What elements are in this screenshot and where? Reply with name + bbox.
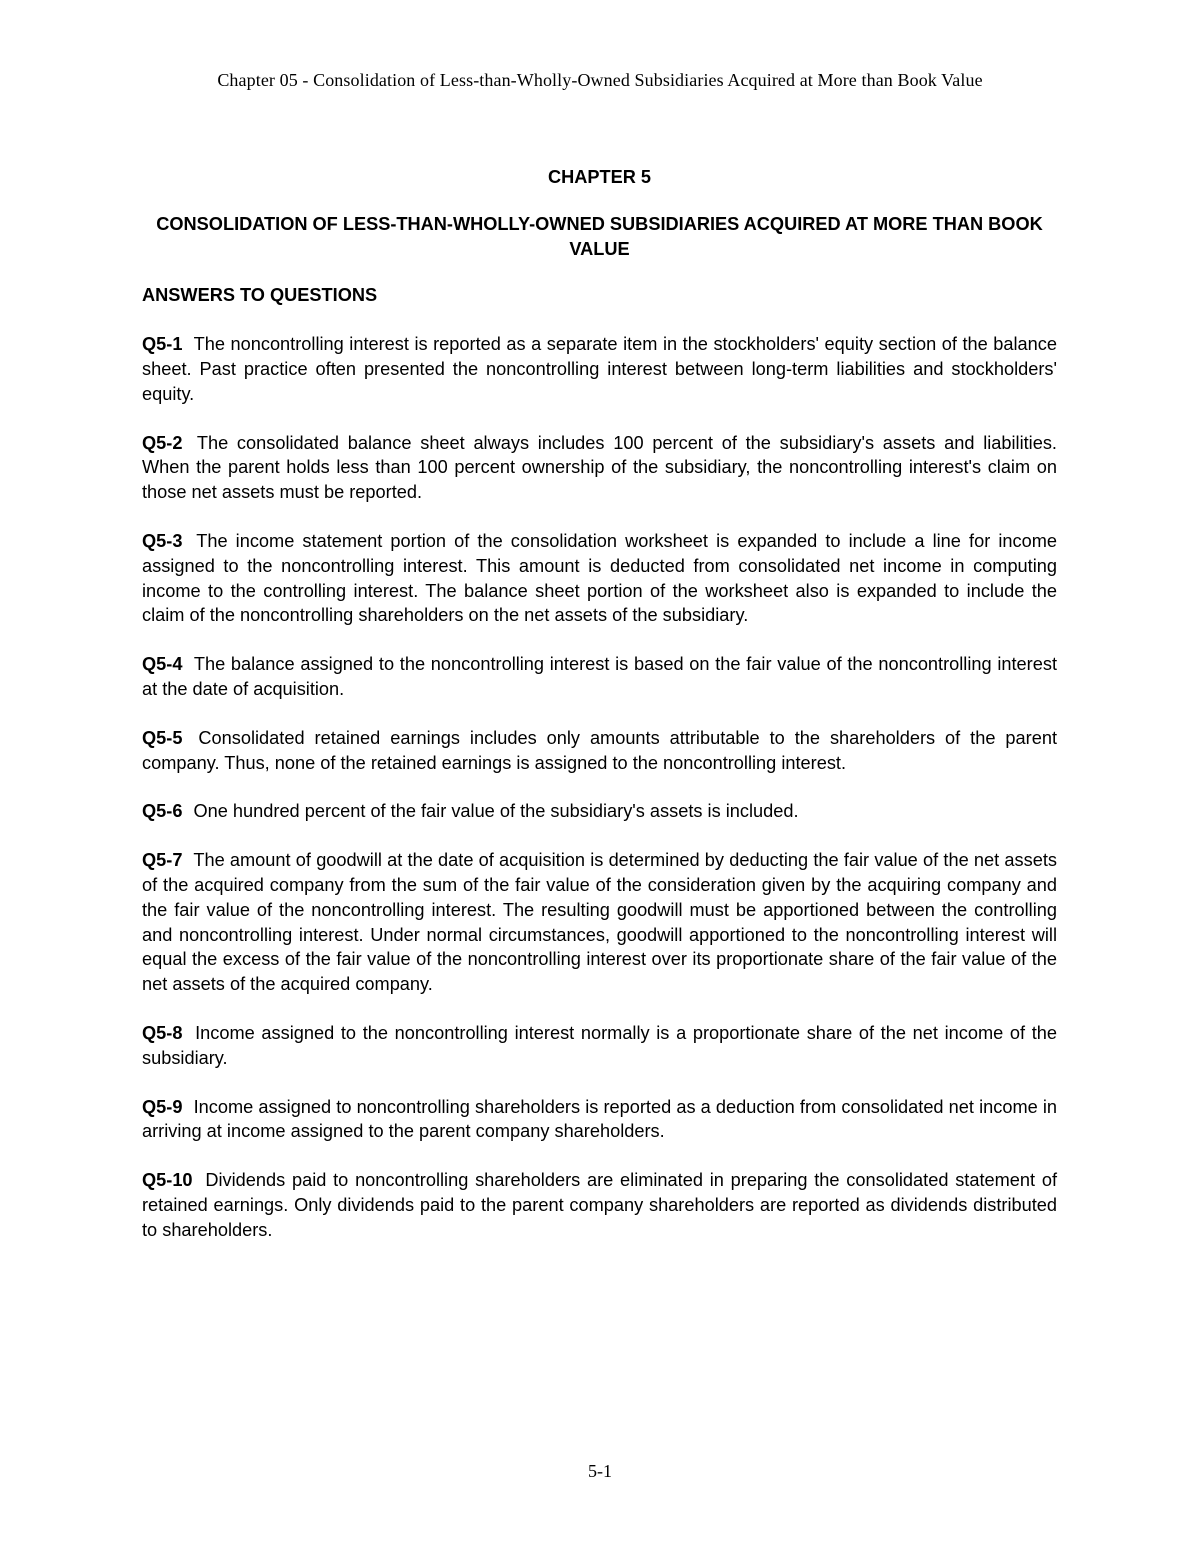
question-label: Q5-1 [142,334,183,355]
answer-text: The consolidated balance sheet always includes 100 percent of the subsidiary's assets and liabilities. When the parent holds less than 100 percent ownership of the subsidiary, the noncontrolling interest's claim on those net assets must be reported. [142,432,1057,503]
page-content [142,165,1057,1243]
question-answer [142,652,1057,702]
question-answer [142,332,1057,406]
chapter-title: CONSOLIDATION OF LESS-THAN-WHOLLY-OWNED SUBSIDIARIES ACQUIRED AT MORE THAN BOOK VALUE [156,213,1043,259]
question-answer [142,1168,1057,1242]
question-answer [142,1021,1057,1071]
answer-text: Income assigned to the noncontrolling interest normally is a proportionate share of the net income of the subsidiary. [142,1022,1057,1068]
question-label: Q5-4 [142,654,183,675]
answer-text: Income assigned to noncontrolling shareholders is reported as a deduction from consolidated net income in arriving at income assigned to the parent company shareholders. [142,1096,1057,1142]
answer-text: One hundred percent of the fair value of the subsidiary's assets is included. [193,801,799,822]
answer-text: Dividends paid to noncontrolling shareholders are eliminated in preparing the consolidated statement of retained earnings. Only dividends paid to the parent company shareholders are reported as dividends distributed to shareholders. [142,1170,1058,1240]
answer-text: The amount of goodwill at the date of acquisition is determined by deducting the fair value of the net assets of the acquired company from the sum of the fair value of the consideration given by the acquiring company and the fair value of the noncontrolling interest. The resulting goodwill must be apportioned between the controlling and noncontrolling interest. Under normal circumstances, goodwill apportioned to the noncontrolling interest will equal the excess of the fair value of the noncontrolling interest over its proportionate share of the fair value of the net assets of the acquired company. [142,850,1057,995]
question-label: Q5-8 [142,1022,183,1043]
question-label: Q5-2 [142,432,183,453]
answer-text: The income statement portion of the consolidation worksheet is expanded to include a line for income assigned to the noncontrolling interest. This amount is deducted from consolidated net income in computing income to the controlling interest. The balance sheet portion of the worksheet also is expanded to include the claim of the noncontrolling shareholders on the net assets of the subsidiary. [142,530,1057,626]
question-label: Q5-5 [142,727,183,748]
question-label: Q5-6 [142,801,183,822]
question-answer [142,848,1057,997]
answer-text: The noncontrolling interest is reported as a separate item in the stockholders' equity section of the balance sheet. Past practice often presented the noncontrolling interest between long-term liabilities and stockholders' equity. [142,334,1057,404]
question-answer [142,726,1057,776]
question-answer [142,529,1057,628]
question-answer [142,431,1057,505]
section-heading: ANSWERS TO QUESTIONS [142,285,378,306]
running-header: Chapter 05 - Consolidation of Less-than-Wholly-Owned Subsidiaries Acquired at More than Book Value [217,70,983,90]
chapter-number: CHAPTER 5 [547,167,652,187]
question-label: Q5-7 [142,850,183,871]
answer-text: Consolidated retained earnings includes only amounts attributable to the shareholders of the parent company. Thus, none of the retained earnings is assigned to the noncontrolling interest. [142,727,1057,773]
question-label: Q5-9 [142,1096,183,1117]
question-label: Q5-3 [142,530,183,551]
question-answer [142,799,1057,824]
page-number: 5-1 [588,1461,612,1481]
question-label: Q5-10 [142,1170,193,1191]
answer-text: The balance assigned to the noncontrolling interest is based on the fair value of the noncontrolling interest at the date of acquisition. [142,654,1057,699]
question-answer [142,1095,1057,1145]
